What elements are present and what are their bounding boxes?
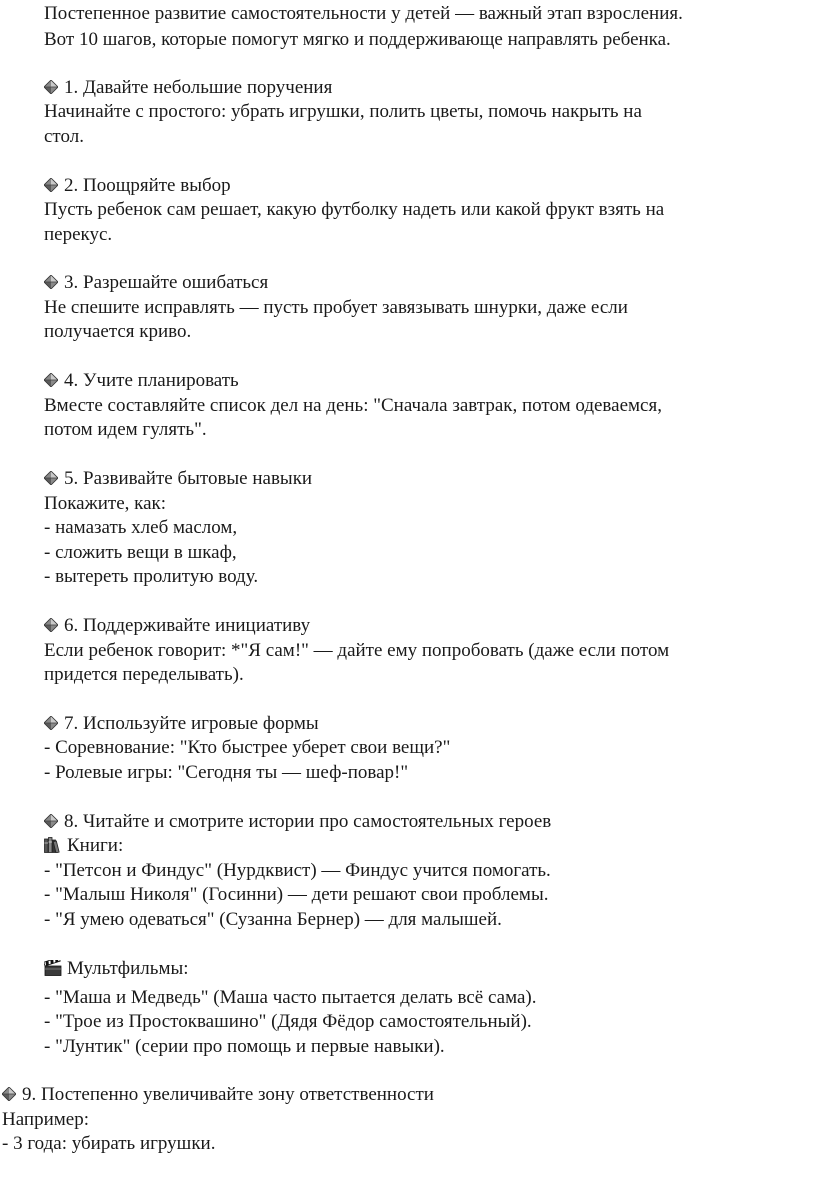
step-text: Если ребенок говорит: *"Я сам!" — дайте ему попробовать (даже если потом [44,640,670,661]
step-heading [44,467,312,491]
step-heading [44,76,332,100]
intro-line: Вот 10 шагов, которые помогут мягко и поддерживающе направлять ребенка. [44,29,671,50]
step-title: 4. Учите планировать [64,370,239,391]
cartoons-label: Мультфильмы: [67,958,189,979]
diamond-gem-icon [2,1087,16,1101]
step-title: 7. Используйте игровые формы [64,713,319,734]
step-heading [2,1083,434,1107]
step-title: 9. Постепенно увеличивайте зону ответственности [22,1084,434,1105]
step-heading [44,614,310,638]
cartoons-heading [44,957,189,981]
step-text: Пусть ребенок сам решает, какую футболку надеть или какой фрукт взять на [44,199,665,220]
books-heading [44,834,123,858]
step-heading [44,712,319,736]
step-heading [44,810,551,834]
books-icon [44,837,62,853]
book-item: - "Петсон и Финдус" (Нурдквист) — Финдус учится помогать. [44,860,551,881]
step-title: 3. Разрешайте ошибаться [64,272,269,293]
step-title: 5. Развивайте бытовые навыки [64,468,313,489]
books-label: Книги: [67,835,124,856]
step-text: Не спешите исправлять — пусть пробует завязывать шнурки, даже если [44,297,628,318]
step-text: - намазать хлеб маслом, [44,517,238,538]
step-title: 6. Поддерживайте инициативу [64,615,311,636]
step-text: - Соревнование: "Кто быстрее уберет свои вещи?" [44,737,451,758]
step-text: перекус. [44,224,113,245]
intro-line: Постепенное развитие самостоятельности у детей — важный этап взросления. [44,3,683,24]
step-text: Начинайте с простого: убрать игрушки, полить цветы, помочь накрыть на [44,101,642,122]
step-heading [44,271,268,295]
step-title: 2. Поощряйте выбор [64,175,231,196]
diamond-gem-icon [44,80,58,94]
step-title: 8. Читайте и смотрите истории про самостоятельных героев [64,811,552,832]
step-text: Например: [2,1109,89,1130]
book-item: - "Малыш Николя" (Госинни) — дети решают свои проблемы. [44,884,549,905]
diamond-gem-icon [44,471,58,485]
diamond-gem-icon [44,178,58,192]
step-text: - вытереть пролитую воду. [44,566,259,587]
step-heading [44,174,231,198]
diamond-gem-icon [44,716,58,730]
step-title: 1. Давайте небольшие поручения [64,77,333,98]
diamond-gem-icon [44,275,58,289]
step-text: - Ролевые игры: "Сегодня ты — шеф-повар!" [44,762,409,783]
step-text: Вместе составляйте список дел на день: "Сначала завтрак, потом одеваемся, [44,395,662,416]
step-heading [44,369,239,393]
clapperboard-icon [44,960,62,976]
diamond-gem-icon [44,618,58,632]
step-text: потом идем гулять". [44,419,207,440]
cartoon-item: - "Трое из Простоквашино" (Дядя Фёдор самостоятельный). [44,1011,532,1032]
diamond-gem-icon [44,814,58,828]
step-text: - сложить вещи в шкаф, [44,542,237,563]
diamond-gem-icon [44,373,58,387]
step-text: - 3 года: убирать игрушки. [2,1133,216,1154]
cartoon-item: - "Маша и Медведь" (Маша часто пытается делать всё сама). [44,987,537,1008]
step-text: стол. [44,126,84,147]
step-text: Покажите, как: [44,493,167,514]
cartoon-item: - "Лунтик" (серии про помощь и первые навыки). [44,1036,445,1057]
book-item: - "Я умею одеваться" (Сузанна Бернер) — для малышей. [44,909,502,930]
step-text: придется переделывать). [44,664,244,685]
step-text: получается криво. [44,321,192,342]
